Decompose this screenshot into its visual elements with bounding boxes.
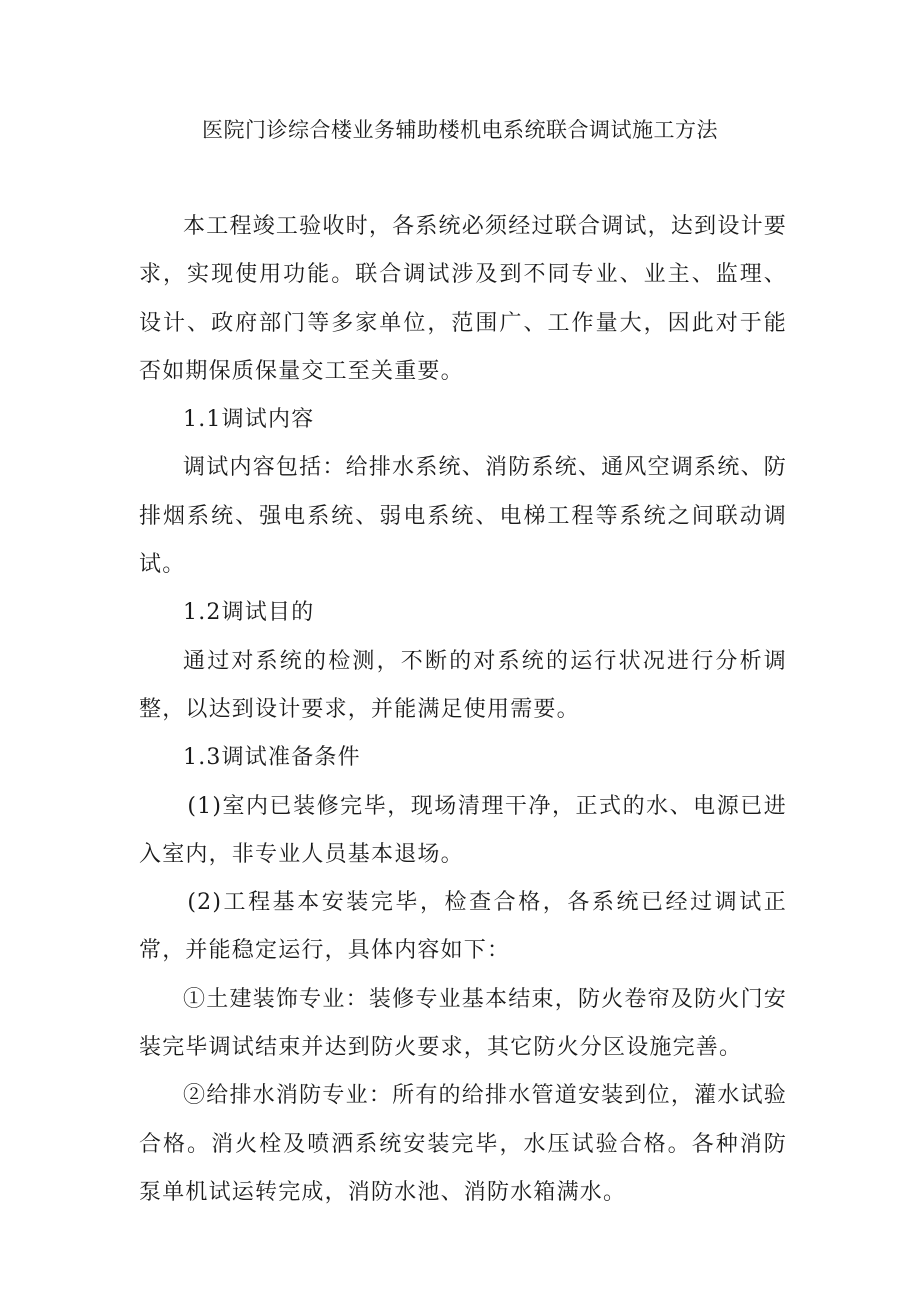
heading-1-1: 1.1调试内容 — [183, 407, 315, 433]
heading-1-2: 1.2调试目的 — [183, 600, 315, 626]
paragraph-condition-1: (1)室内已装修完毕，现场清理干净，正式的水、电源已进入室内，非专业人员基本退场。 — [139, 793, 787, 867]
document-body — [139, 203, 787, 1217]
paragraph-debug-content: 调试内容包括：给排水系统、消防系统、通风空调系统、防排烟系统、强电系统、弱电系统、电梯工程等系统之间联动调试。 — [139, 455, 787, 578]
paragraph-water-fire: ②给排水消防专业：所有的给排水管道安装到位，灌水试验合格。消火栓及喷洒系统安装完毕，水压试验合格。各种消防泵单机试运转完成，消防水池、消防水箱满水。 — [139, 1083, 787, 1205]
paragraph-condition-2: (2)工程基本安装完毕，检查合格，各系统已经过调试正常，并能稳定运行，具体内容如下： — [139, 890, 787, 964]
paragraph-debug-purpose: 通过对系统的检测，不断的对系统的运行状况进行分析调整，以达到设计要求，并能满足使用需要。 — [139, 648, 787, 722]
heading-1-3: 1.3调试准备条件 — [183, 745, 361, 771]
paragraph-civil-decoration: ①土建装饰专业：装修专业基本结束，防火卷帘及防火门安装完毕调试结束并达到防火要求，其它防火分区设施完善。 — [139, 986, 787, 1061]
paragraph-intro: 本工程竣工验收时，各系统必须经过联合调试，达到设计要求，实现使用功能。联合调试涉及到不同专业、业主、监理、设计、政府部门等多家单位，范围广、工作量大，因此对于能否如期保质保量交工至关重要。 — [139, 214, 787, 384]
document-title: 医院门诊综合楼业务辅助楼机电系统联合调试施工方法 — [202, 118, 718, 142]
